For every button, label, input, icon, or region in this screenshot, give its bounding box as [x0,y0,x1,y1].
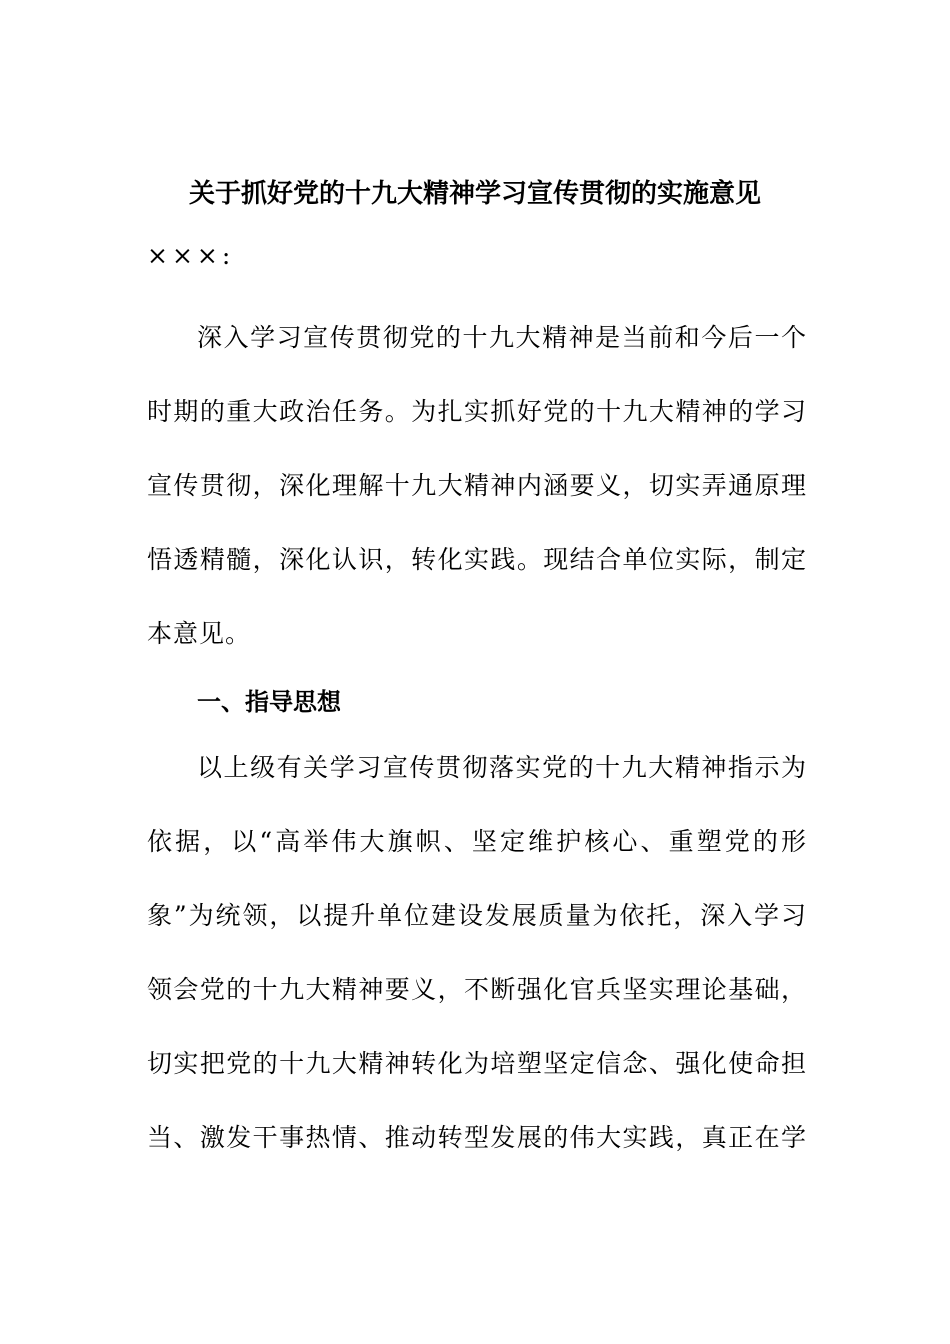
paragraph-line: 依据，以“高举伟大旗帜、坚定维护核心、重塑党的形 [147,827,807,856]
paragraph-line: 切实把党的十九大精神转化为培塑坚定信念、强化使命担 [147,1049,807,1078]
salutation: ×××: [147,241,235,270]
paragraph-line: 象”为统领，以提升单位建设发展质量为依托，深入学习 [147,901,807,930]
paragraph-line: 深入学习宣传贯彻党的十九大精神是当前和今后一个 [197,323,807,352]
paragraph-line: 悟透精髓，深化认识，转化实践。现结合单位实际，制定 [147,545,807,574]
paragraph-line: 本意见。 [147,619,252,648]
paragraph-line: 领会党的十九大精神要义，不断强化官兵坚实理论基础， [147,975,807,1004]
paragraph-line: 以上级有关学习宣传贯彻落实党的十九大精神指示为 [197,753,807,782]
paragraph-line: 当、激发干事热情、推动转型发展的伟大实践，真正在学 [147,1123,807,1152]
paragraph-guiding-ideology [147,744,807,1188]
section-heading-guiding-ideology: 一、指导思想 [197,688,341,716]
paragraph-line: 宣传贯彻，深化理解十九大精神内涵要义，切实弄通原理 [147,471,807,500]
document-title: 关于抓好党的十九大精神学习宣传贯彻的实施意见 [188,179,761,209]
paragraph-intro [147,314,807,684]
paragraph-line: 时期的重大政治任务。为扎实抓好党的十九大精神的学习 [147,397,807,426]
